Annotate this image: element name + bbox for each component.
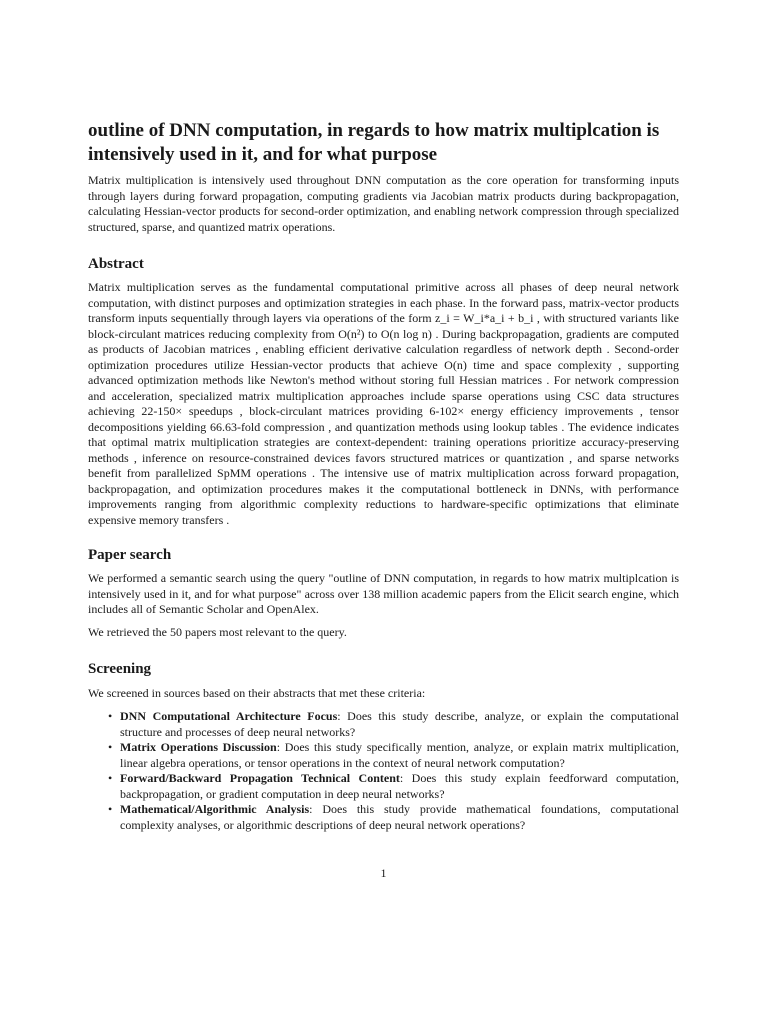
summary-paragraph: Matrix multiplication is intensively used throughout DNN computation as the core operation for transforming inputs through layers during forward propagation, computing gradients via Jacobian matrix products during backpropagation, calculating Hessian-vector products for second-order optimization, and enabling network compression through specialized structured, sparse, and quantized matrix operations. [88, 173, 679, 234]
criteria-text: : Does this study describe, analyze, or explain the computational structure and processes of deep neural networks? [120, 709, 679, 739]
criteria-name: DNN Computational Architecture Focus [120, 709, 338, 723]
criteria-text: : Does this study specifically mention, analyze, or explain matrix multiplication, linear algebra operations, or tensor operations in the context of neural network computation? [120, 740, 679, 770]
document-title: outline of DNN computation, in regards to how matrix multiplcation is intensively used in it, and for what purpose [88, 120, 660, 165]
criteria-name: Forward/Backward Propagation Technical Content [120, 771, 400, 785]
bullet-icon: • [108, 740, 113, 754]
criteria-text: : Does this study explain feedforward computation, backpropagation, or gradient computation in deep neural networks? [120, 771, 679, 801]
paper-search-heading: Paper search [88, 547, 172, 563]
criteria-name: Mathematical/Algorithmic Analysis [120, 802, 310, 816]
criteria-list [108, 709, 679, 833]
page-number: 1 [380, 866, 387, 880]
bullet-icon: • [108, 771, 113, 785]
criteria-item [108, 771, 679, 802]
criteria-item [108, 709, 679, 740]
bullet-icon: • [108, 802, 113, 816]
criteria-name: Matrix Operations Discussion [120, 740, 277, 754]
abstract-heading: Abstract [88, 256, 144, 272]
criteria-item [108, 802, 679, 833]
criteria-text: : Does this study provide mathematical foundations, computational complexity analyses, or algorithmic descriptions of deep neural network operations? [120, 802, 679, 832]
criteria-item [108, 740, 679, 771]
screening-intro: We screened in sources based on their abstracts that met these criteria: [88, 686, 426, 700]
bullet-icon: • [108, 709, 113, 723]
paper-search-paragraph: We performed a semantic search using the query "outline of DNN computation, in regards to how matrix multiplcation is intensively used in it, and for what purpose" across over 138 million academic papers from the Elicit search engine, which includes all of Semantic Scholar and OpenAlex. [88, 571, 679, 616]
abstract-body: Matrix multiplication serves as the fundamental computational primitive across all phases of deep neural network computation, with distinct purposes and optimization strategies in each phase. In the forward pass, matrix-vector products transform inputs sequentially through layers via operations of the form z_i = W_i*a_i + b_i , with structured variants like block-circulant matrices reducing complexity from O(n²) to O(n log n) . During backpropagation, gradients are computed as products of Jacobian matrices , enabling efficient derivative calculation regardless of network depth . Second-order optimization procedures utilize Hessian-vector products that achieve O(n) time and space complexity , supporting advanced optimization methods like Newton's method without storing full Hessian matrices . For network compression and acceleration, specialized matrix multiplication approaches include sparse operations using CSC data structures achieving 22-150× speedups , block-circulant matrices providing 6-102× energy efficiency improvements , tensor decompositions yielding 66.63-fold compression , and quantization methods using lookup tables . The evidence indicates that optimal matrix multiplication strategies are context-dependent: training operations prioritize accuracy-preserving methods , inference on resource-constrained devices favors structured matrices or quantization , and sparse networks benefit from parallelized SpMM operations . The intensive use of matrix multiplication across forward propagation, backpropagation, and optimization procedures makes it the computational bottleneck in DNNs, with performance improvements ranging from algorithmic complexity reductions to hardware-specific optimizations that eliminate expensive memory transfers . [88, 280, 679, 527]
paper-search-result-paragraph: We retrieved the 50 papers most relevant to the query. [88, 625, 347, 639]
screening-heading: Screening [88, 661, 152, 677]
